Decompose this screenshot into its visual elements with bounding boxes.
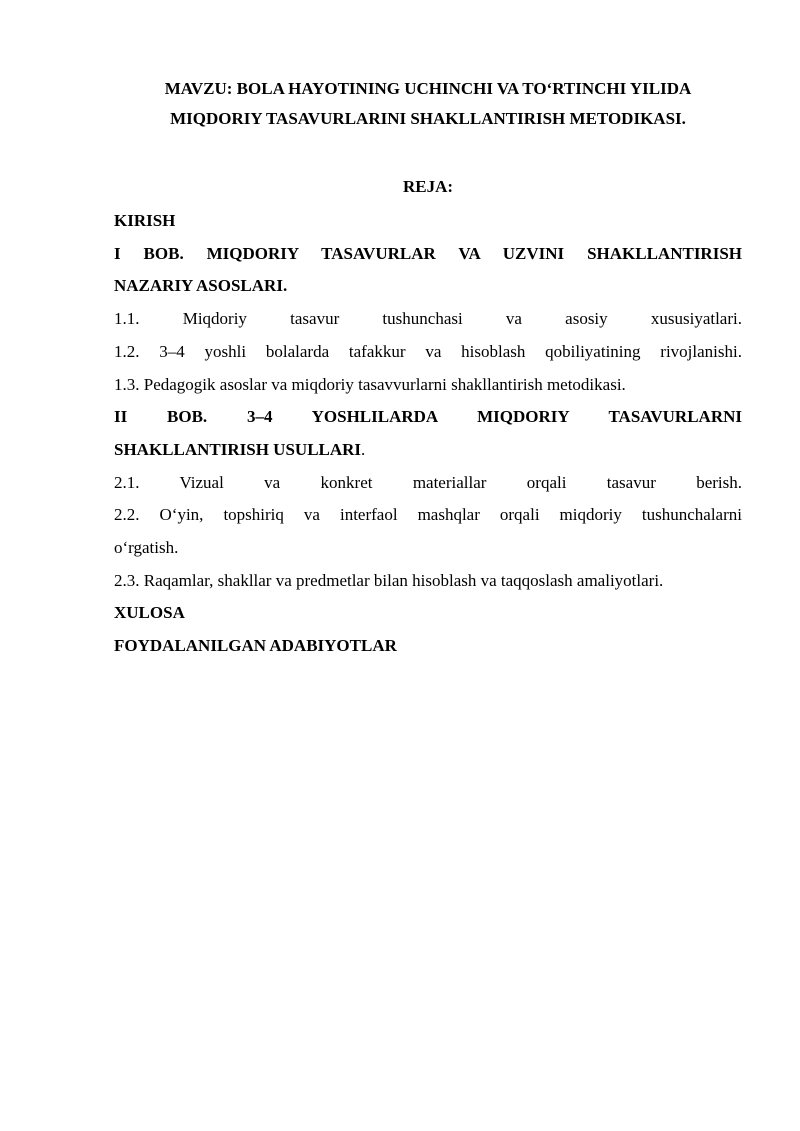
plan-heading: REJA:: [402, 177, 454, 196]
plan-intro: KIRISH: [114, 211, 176, 230]
plan-item-1-3: 1.3. Pedagogik asoslar va miqdoriy tasavvurlarni shakllantirish metodikasi.: [114, 374, 626, 394]
plan-item-2-3: 2.3. Raqamlar, shakllar va predmetlar bilan hisoblash va taqqoslash amaliyotlari.: [114, 570, 664, 590]
plan-conclusion: XULOSA: [114, 603, 185, 623]
plan-references: FOYDALANILGAN ADABIYOTLAR: [114, 636, 397, 656]
document-title: [114, 74, 742, 134]
chapter2-heading-line2-text: SHAKLLANTIRISH USULLARI: [114, 439, 362, 459]
title-line-1: MAVZU: BOLA HAYOTINING UCHINCHI VA TO‘RTINCHI YILIDA: [164, 79, 692, 98]
title-line-2: MIQDORIY TASAVURLARINI SHAKLLANTIRISH METODIKASI.: [170, 109, 686, 128]
chapter1-heading-line2: NAZARIY ASOSLARI.: [114, 276, 288, 296]
chapter2-heading-line2: [114, 434, 742, 467]
chapter2-heading-line1: II BOB. 3–4 YOSHLILARDA MIQDORIY TASAVURLARNI: [114, 407, 742, 427]
plan-item-1-1: 1.1. Miqdoriy tasavur tushunchasi va asosiy xususiyatlari.: [114, 309, 742, 329]
plan-item-2-2-line2: o‘rgatish.: [114, 538, 179, 558]
plan-item-2-2-line1: 2.2. O‘yin, topshiriq va interfaol mashqlar orqali miqdoriy tushunchalarni: [114, 505, 742, 525]
plan-item-1-2: 1.2. 3–4 yoshli bolalarda tafakkur va hisoblash qobiliyatining rivojlanishi.: [114, 341, 742, 361]
document-page: [114, 74, 742, 663]
plan-item-2-1: 2.1. Vizual va konkret materiallar orqali tasavur berish.: [114, 472, 742, 492]
chapter2-heading-period: .: [361, 439, 366, 459]
chapter1-heading-line1: I BOB. MIQDORIY TASAVURLAR VA UZVINI SHAKLLANTIRISH: [114, 243, 742, 263]
